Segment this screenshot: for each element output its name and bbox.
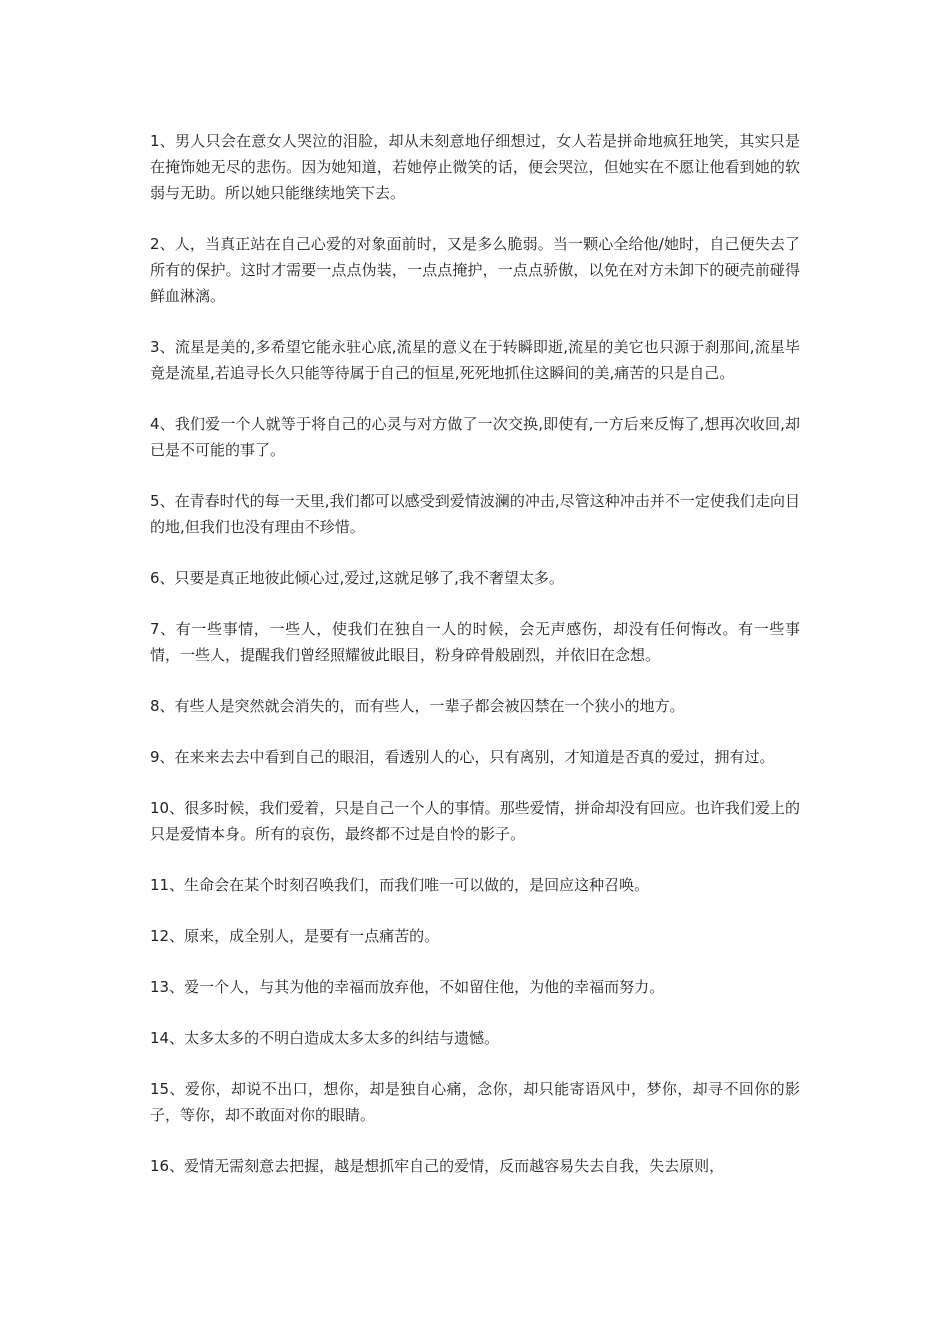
paragraph-1: 1、男人只会在意女人哭泣的泪脸，却从未刻意地仔细想过，女人若是拼命地疯狂地笑，其实只是在掩饰她无尽的悲伤。因为她知道，若她停止微笑的话，便会哭泣，但她实在不愿让他看到她的软弱与无助。所以她只能继续地笑下去。 bbox=[150, 132, 800, 202]
paragraph-10: 10、很多时候，我们爱着，只是自己一个人的事情。那些爱情，拼命却没有回应。也许我们爱上的只是爱情本身。所有的哀伤，最终都不过是自怜的影子。 bbox=[150, 799, 800, 843]
paragraph-12: 12、原来，成全别人，是要有一点痛苦的。 bbox=[150, 927, 440, 945]
paragraph-15: 15、爱你，却说不出口，想你，却是独自心痛，念你，却只能寄语风中，梦你，却寻不回你的影子，等你，却不敢面对你的眼睛。 bbox=[150, 1080, 800, 1124]
paragraph-13: 13、爱一个人，与其为他的幸福而放弃他，不如留住他，为他的幸福而努力。 bbox=[150, 978, 665, 996]
paragraph-5: 5、在青春时代的每一天里,我们都可以感受到爱情波澜的冲击,尽管这种冲击并不一定使我们走向目的地,但我们也没有理由不珍惜。 bbox=[150, 492, 800, 536]
paragraph-2: 2、人，当真正站在自己心爱的对象面前时，又是多么脆弱。当一颗心全给他/她时，自己便失去了所有的保护。这时才需要一点点伪装，一点点掩护，一点点骄傲，以免在对方未卸下的硬壳前碰得鲜血淋漓。 bbox=[150, 235, 800, 305]
paragraph-7: 7、有一些事情，一些人，使我们在独自一人的时候，会无声感伤，却没有任何悔改。有一些事情，一些人，提醒我们曾经照耀彼此眼目，粉身碎骨般剧烈，并依旧在念想。 bbox=[150, 620, 800, 664]
paragraph-6: 6、只要是真正地彼此倾心过,爱过,这就足够了,我不奢望太多。 bbox=[150, 569, 564, 587]
paragraph-4: 4、我们爱一个人就等于将自己的心灵与对方做了一次交换,即使有,一方后来反悔了,想再次收回,却已是不可能的事了。 bbox=[150, 415, 800, 459]
paragraph-16: 16、爱情无需刻意去把握，越是想抓牢自己的爱情，反而越容易失去自我，失去原则， bbox=[150, 1157, 725, 1175]
paragraph-14: 14、太多太多的不明白造成太多太多的纠结与遗憾。 bbox=[150, 1029, 500, 1047]
document-body bbox=[150, 128, 800, 1204]
paragraph-3: 3、流星是美的,多希望它能永驻心底,流星的意义在于转瞬即逝,流星的美它也只源于刹那间,流星毕竟是流星,若追寻长久只能等待属于自己的恒星,死死地抓住这瞬间的美,痛苦的只是自己。 bbox=[150, 338, 800, 382]
paragraph-11: 11、生命会在某个时刻召唤我们，而我们唯一可以做的，是回应这种召唤。 bbox=[150, 876, 650, 894]
paragraph-8: 8、有些人是突然就会消失的，而有些人，一辈子都会被囚禁在一个狭小的地方。 bbox=[150, 697, 685, 715]
paragraph-9: 9、在来来去去中看到自己的眼泪，看透别人的心，只有离别，才知道是否真的爱过，拥有过。 bbox=[150, 748, 775, 766]
